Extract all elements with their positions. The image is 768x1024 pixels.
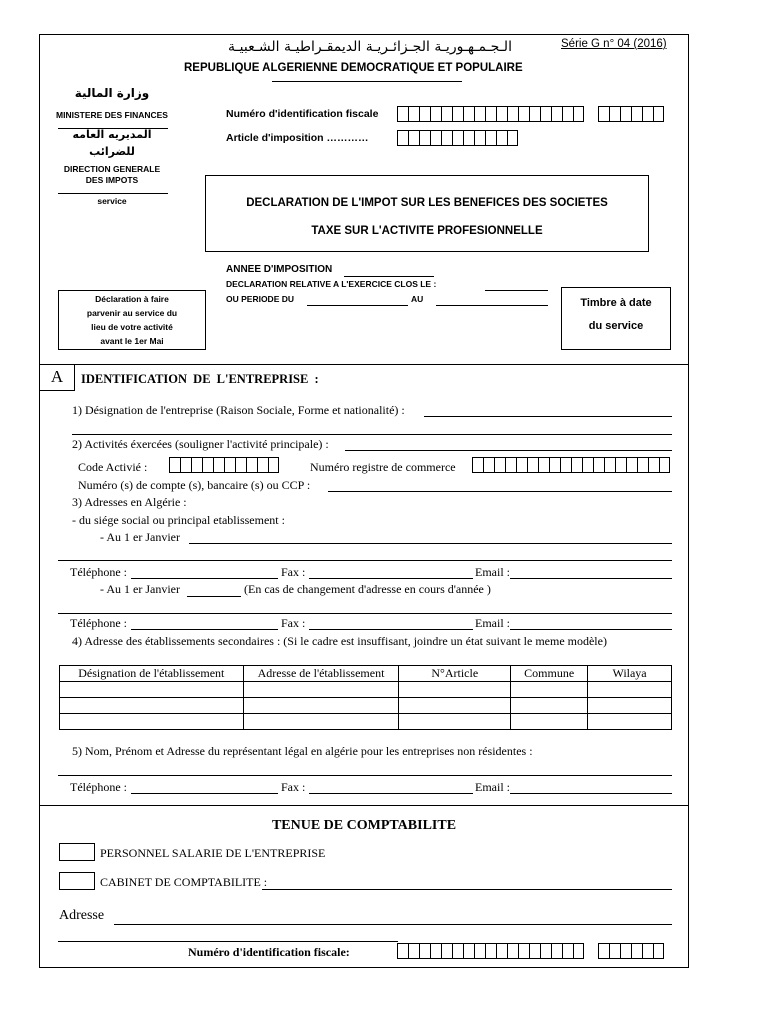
dg-arabic-2: للضرائب (89, 145, 135, 158)
section-a-letter: A (50, 367, 64, 386)
table-header-article: N°Article (399, 666, 511, 682)
q1-field-2[interactable] (72, 434, 672, 435)
table-header-designation: Désignation de l'établissement (60, 666, 244, 682)
etablissements-table (59, 665, 672, 730)
compte-field[interactable] (328, 491, 672, 492)
personnel-label: PERSONNEL SALARIE DE L'ENTREPRISE (100, 846, 326, 860)
fax-field-1[interactable] (309, 578, 473, 579)
telephone-field-2[interactable] (131, 629, 278, 630)
table-cell[interactable] (243, 698, 399, 714)
address-field-2[interactable] (58, 613, 672, 614)
table-cell[interactable] (243, 682, 399, 698)
q1-field[interactable] (424, 416, 672, 417)
exercice-label: DECLARATION RELATIVE A L'EXERCICE CLOS LE : (226, 279, 437, 289)
table-cell[interactable] (511, 682, 588, 698)
q5-label: 5) Nom, Prénom et Adresse du représentant légal en algérie pour les entreprises non résidentes : (72, 744, 533, 758)
table-header-adresse: Adresse de l'établissement (243, 666, 399, 682)
code-activite-label: Code Activié : (78, 460, 148, 474)
adresse-field-2[interactable] (58, 941, 398, 942)
registre-boxes[interactable] (472, 457, 670, 473)
au-label: AU (411, 294, 424, 304)
janvier-label-1: - Au 1 er Janvier (100, 530, 180, 544)
nif-bottom-boxes-suffix[interactable] (598, 943, 664, 959)
email-field-1[interactable] (510, 578, 672, 579)
siege-label: - du siége social ou principal etablissement : (72, 513, 285, 527)
adresse-label: Adresse (59, 908, 105, 923)
article-boxes[interactable] (397, 130, 518, 146)
email-field-2[interactable] (510, 629, 672, 630)
q2-field[interactable] (345, 450, 672, 451)
dg-french-1: DIRECTION GENERALE (63, 164, 161, 174)
janvier-field-2[interactable] (187, 596, 241, 597)
q1-label: 1) Désignation de l'entreprise (Raison Sociale, Forme et nationalité) : (72, 403, 405, 417)
annee-field[interactable] (344, 276, 434, 277)
republic-french: REPUBLIQUE ALGERIENNE DEMOCRATIQUE ET POPULAIRE (184, 62, 523, 74)
table-cell[interactable] (60, 682, 244, 698)
fax-label-3: Fax : (281, 780, 306, 794)
telephone-label-1: Téléphone : (70, 565, 127, 579)
q2-label: 2) Activités éxercées (souligner l'activité principale) : (72, 437, 329, 451)
table-header-commune: Commune (511, 666, 588, 682)
email-label-2: Email : (475, 616, 510, 630)
republic-underline (272, 81, 462, 82)
fax-field-3[interactable] (309, 793, 473, 794)
fax-field-2[interactable] (309, 629, 473, 630)
title-line-1: DECLARATION DE L'IMPOT SUR LES BENEFICES DES SOCIETES (246, 197, 608, 209)
cabinet-checkbox[interactable] (59, 872, 95, 890)
table-cell[interactable] (243, 714, 399, 730)
table-cell[interactable] (588, 682, 672, 698)
table-cell[interactable] (588, 698, 672, 714)
periode-to-field[interactable] (436, 305, 548, 306)
article-label: Article d'imposition ………… (226, 132, 369, 144)
q4-label: 4) Adresse des établissements secondaires : (Si le cadre est insuffisant, joindre un état suivant le meme modèle) (72, 634, 607, 648)
table-cell[interactable] (60, 714, 244, 730)
email-label-1: Email : (475, 565, 510, 579)
nif-label: Numéro d'identification fiscale (226, 108, 379, 120)
janvier-field-1[interactable] (189, 543, 672, 544)
notice-line-3: lieu de votre activité (91, 322, 173, 332)
email-field-3[interactable] (510, 793, 672, 794)
table-cell[interactable] (399, 698, 511, 714)
nif-boxes[interactable] (397, 106, 584, 122)
table-header-row (60, 666, 672, 682)
telephone-field-3[interactable] (131, 793, 278, 794)
registre-label: Numéro registre de commerce (310, 460, 456, 474)
periode-from-field[interactable] (307, 305, 408, 306)
dg-french-2: DES IMPOTS (85, 175, 139, 185)
title-line-2: TAXE SUR L'ACTIVITE PROFESIONNELLE (311, 225, 543, 237)
code-activite-boxes[interactable] (169, 457, 279, 473)
janvier-label-2: - Au 1 er Janvier (100, 582, 180, 596)
notice-line-2: parvenir au service du (86, 308, 178, 318)
ministry-french: MINISTERE DES FINANCES (56, 110, 168, 120)
table-row (60, 714, 672, 730)
table-cell[interactable] (399, 682, 511, 698)
table-cell[interactable] (399, 714, 511, 730)
periode-label: OU PERIODE DU (226, 294, 295, 304)
compte-label: Numéro (s) de compte (s), bancaire (s) ou CCP : (78, 478, 311, 492)
personnel-checkbox[interactable] (59, 843, 95, 861)
table-header-wilaya: Wilaya (588, 666, 672, 682)
timbre-line-2: du service (588, 320, 644, 332)
table-row (60, 698, 672, 714)
email-label-3: Email : (475, 780, 510, 794)
fax-label-2: Fax : (281, 616, 306, 630)
header-divider (39, 364, 689, 365)
q5-field[interactable] (58, 775, 672, 776)
service-label: service (97, 196, 127, 206)
telephone-field-1[interactable] (131, 578, 278, 579)
annee-label: ANNEE D'IMPOSITION (226, 264, 333, 275)
adresse-field[interactable] (114, 924, 672, 925)
timbre-line-1: Timbre à date (580, 297, 652, 309)
telephone-label-2: Téléphone : (70, 616, 127, 630)
dg-underline (58, 193, 168, 194)
table-cell[interactable] (588, 714, 672, 730)
telephone-label-3: Téléphone : (70, 780, 127, 794)
section-a-title: IDENTIFICATION DE L'ENTREPRISE : (81, 372, 319, 386)
changement-label: (En cas de changement d'adresse en cours d'année ) (244, 582, 491, 596)
table-cell[interactable] (60, 698, 244, 714)
notice-line-1: Déclaration à faire (95, 294, 169, 304)
ministry-arabic: وزارة المالية (74, 86, 150, 100)
notice-line-4: avant le 1er Mai (100, 336, 164, 346)
table-cell[interactable] (511, 714, 588, 730)
nif-bottom-boxes[interactable] (397, 943, 584, 959)
republic-arabic: الـجـمـهـوريـة الجـزائـريـة الديمقـراطيـة الشـعبيـة (228, 39, 512, 55)
q3-label: 3) Adresses en Algérie : (72, 495, 187, 509)
table-cell[interactable] (511, 698, 588, 714)
serie-label: Série G n° 04 (2016) (561, 38, 667, 50)
cabinet-label: CABINET DE COMPTABILITE : (100, 875, 268, 889)
exercice-field[interactable] (485, 290, 548, 291)
nif-boxes-suffix[interactable] (598, 106, 664, 122)
address-field-1[interactable] (58, 560, 672, 561)
nif-bottom-label: Numéro d'identification fiscale: (188, 945, 350, 959)
comptabilite-title: TENUE DE COMPTABILITE (271, 818, 457, 833)
title-box (205, 175, 649, 252)
dg-arabic-1: المديريه العامه (72, 128, 152, 141)
cabinet-field[interactable] (262, 889, 672, 890)
fax-label-1: Fax : (281, 565, 306, 579)
section-divider (39, 805, 689, 806)
table-row (60, 682, 672, 698)
